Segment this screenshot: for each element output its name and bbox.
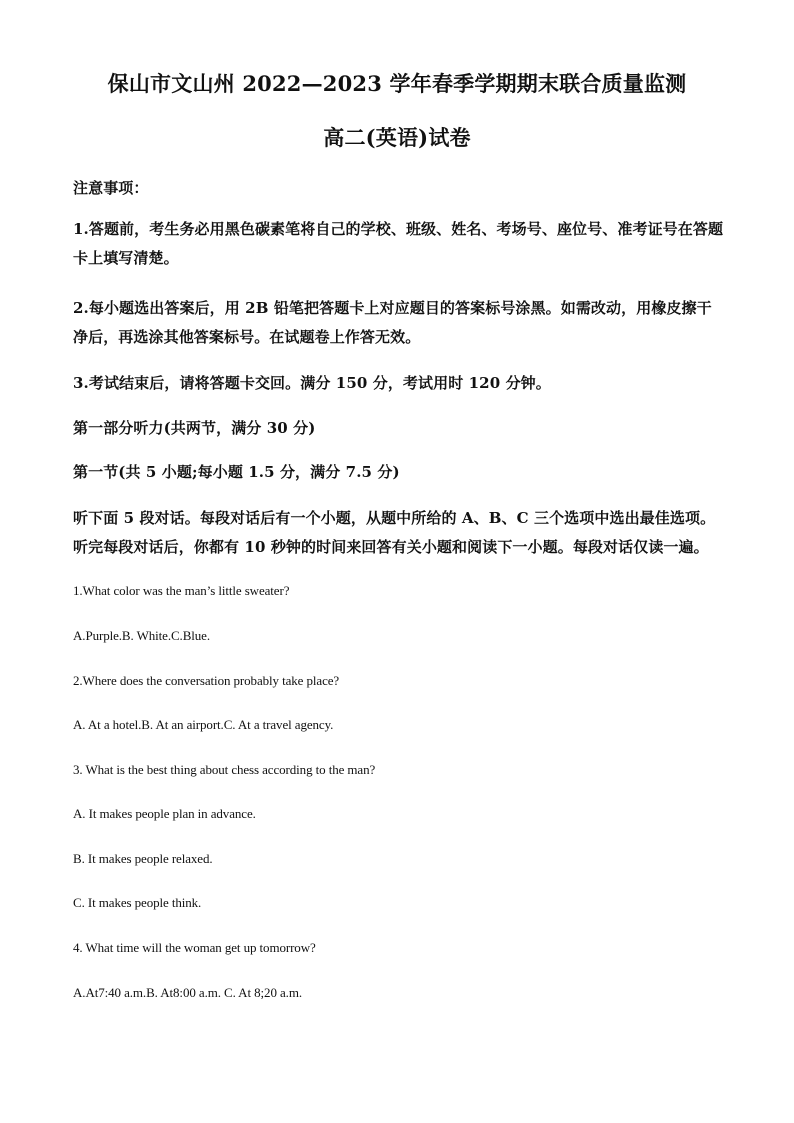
instruction-item-3: 3.考试结束后，请将答题卡交回。满分 150 分，考试用时 120 分钟。 bbox=[73, 374, 551, 392]
listening-directions: 听下面 5 段对话。每段对话后有一个小题，从题中所给的 A、B、C 三个选项中选出最佳选项。听完每段对话后，你都有 10 秒钟的时间来回答有关小题和阅读下一小题。每段对话仅读一遍。 bbox=[73, 509, 716, 556]
instruction-item-2: 2.每小题选出答案后，用 2B 铅笔把答题卡上对应题目的答案标号涂黑。如需改动，用橡皮擦干净后，再选涂其他答案标号。在试题卷上作答无效。 bbox=[73, 299, 712, 346]
question-3-stem: 3. What is the best thing about chess according to the man? bbox=[73, 762, 376, 777]
part-heading: 第一部分听力(共两节，满分 30 分) bbox=[73, 419, 316, 437]
instructions-heading: 注意事项： bbox=[73, 179, 149, 197]
question-3-option-b: B. It makes people relaxed. bbox=[73, 851, 213, 866]
question-3-option-a: A. It makes people plan in advance. bbox=[73, 806, 256, 821]
section-heading: 第一节(共 5 小题;每小题 1.5 分，满分 7.5 分) bbox=[73, 463, 400, 481]
question-4-options: A.At7:40 a.m.B. At8:00 a.m. C. At 8;20 a.m. bbox=[73, 985, 302, 1000]
question-3-option-c: C. It makes people think. bbox=[73, 895, 202, 910]
question-2-stem: 2.Where does the conversation probably take place? bbox=[73, 673, 340, 688]
exam-title: 保山市文山州 2022—2023 学年春季学期期末联合质量监测 bbox=[107, 71, 687, 96]
question-1-stem: 1.What color was the man’s little sweater? bbox=[73, 583, 290, 598]
question-2-options: A. At a hotel.B. At an airport.C. At a travel agency. bbox=[73, 717, 334, 732]
question-4-stem: 4. What time will the woman get up tomorrow? bbox=[73, 940, 316, 955]
question-1-options: A.Purple.B. White.C.Blue. bbox=[73, 628, 211, 643]
exam-subtitle: 高二(英语)试卷 bbox=[323, 125, 471, 150]
instruction-item-1: 1.答题前，考生务必用黑色碳素笔将自己的学校、班级、姓名、考场号、座位号、准考证号在答题卡上填写清楚。 bbox=[73, 220, 724, 267]
